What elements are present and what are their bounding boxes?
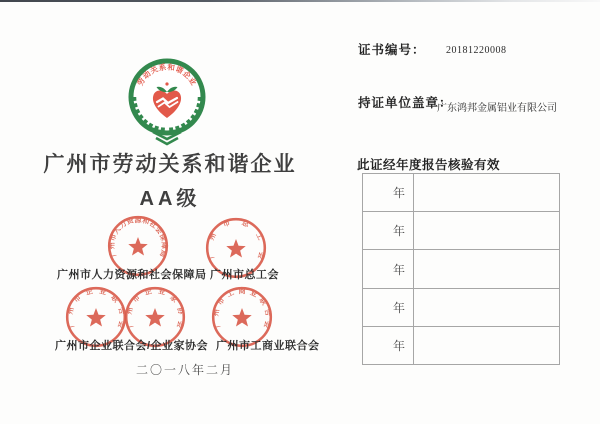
annual-verification-table <box>362 173 560 365</box>
certificate-title: 广州市劳动关系和谐企业 <box>43 153 297 176</box>
verification-blank-cell <box>414 289 559 326</box>
cert-number-label: 证书编号： <box>358 43 426 57</box>
year-cell: 年 <box>363 327 414 364</box>
star-icon <box>128 237 147 255</box>
verification-blank-cell <box>414 250 559 287</box>
seal-arc-text: 广州市总工会 <box>207 219 265 260</box>
table-row <box>363 327 559 364</box>
star-icon <box>226 239 245 257</box>
holder-seal-label: 持证单位盖章： <box>358 96 453 110</box>
seal-arc-text: 广州市企业家协会 <box>126 288 184 329</box>
year-cell: 年 <box>363 212 414 249</box>
table-row <box>363 174 559 212</box>
holder-company-name: 广东鸿邦金属铝业有限公司 <box>437 103 557 114</box>
seal-arc-text: 广州市企业联合会 <box>67 288 125 329</box>
star-icon <box>232 308 251 326</box>
verification-blank-cell <box>414 212 559 249</box>
cert-number-value: 20181220008 <box>446 45 507 56</box>
table-row <box>363 212 559 250</box>
scan-edge-artifact <box>0 0 600 2</box>
year-cell: 年 <box>363 289 414 326</box>
table-row <box>363 250 559 288</box>
year-cell: 年 <box>363 174 414 211</box>
verification-section-title: 此证经年度报告核验有效 <box>357 158 501 172</box>
seal-label-enterprise-federation: 广州市企业联合会/企业家协会 <box>55 340 209 352</box>
sprout-bud-icon <box>165 82 168 85</box>
seal-label-human-resources-bureau: 广州市人力资源和社会保障局 <box>57 269 207 281</box>
seal-label-industry-commerce: 广州市工商业联合会 <box>216 340 320 352</box>
emblem-arc-text: 劳动关系和谐企业 <box>135 62 199 88</box>
star-icon <box>145 308 164 326</box>
seal-label-trade-unions: 广州市总工会 <box>210 269 279 281</box>
seal-arc-text: 广州市工商业联合会 <box>212 288 272 329</box>
table-row <box>363 289 559 327</box>
year-cell: 年 <box>363 250 414 287</box>
verification-blank-cell <box>414 174 559 211</box>
verification-blank-cell <box>414 327 559 364</box>
harmony-enterprise-emblem-logo <box>122 52 212 147</box>
issue-date: 二〇一八年二月 <box>135 363 234 377</box>
star-icon <box>86 308 105 326</box>
seal-arc-text: 广州市人力资源和社会保障局 <box>108 217 168 258</box>
certificate-grade: AA级 <box>139 188 201 210</box>
